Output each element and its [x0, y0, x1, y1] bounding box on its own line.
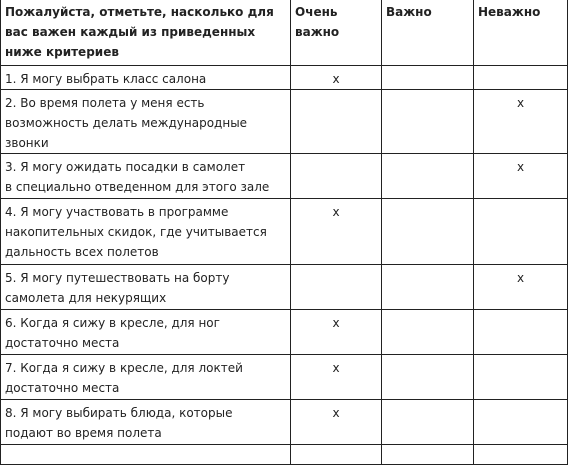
unimportant-cell[interactable] [474, 355, 568, 400]
header-row [1, 0, 568, 66]
criteria-header [1, 0, 291, 66]
very-important-cell[interactable]: x [291, 355, 382, 400]
criterion-line: 6. Когда я сижу в кресле, для ног [5, 316, 220, 330]
important-cell[interactable] [382, 310, 474, 355]
criterion-line: 1. Я могу выбрать класс салона [5, 72, 207, 86]
important-cell[interactable] [382, 154, 474, 199]
criteria-header-line: Пожалуйста, отметьте, насколько для [5, 5, 274, 19]
very-important-header [291, 0, 382, 66]
criterion-line: самолета для некурящих [5, 291, 167, 305]
unimportant-cell[interactable]: x [474, 265, 568, 310]
important-cell[interactable] [382, 66, 474, 90]
table-row [1, 355, 568, 400]
criterion-cell [1, 66, 291, 90]
important-cell[interactable] [382, 199, 474, 265]
important-cell[interactable] [382, 400, 474, 445]
criterion-cell [1, 199, 291, 265]
very-important-cell[interactable] [291, 90, 382, 154]
criterion-cell [1, 310, 291, 355]
very-important-header-line: важно [295, 25, 340, 39]
important-cell[interactable] [382, 265, 474, 310]
table-row [1, 154, 568, 199]
very-important-cell[interactable] [291, 265, 382, 310]
criterion-line: подают во время полета [5, 426, 162, 440]
criterion-cell [1, 400, 291, 445]
criterion-line: дальность всех полетов [5, 245, 159, 259]
criterion-line: возможность делать международные [5, 116, 248, 130]
unimportant-cell[interactable]: x [474, 90, 568, 154]
important-cell[interactable] [382, 90, 474, 154]
criterion-cell [1, 265, 291, 310]
criterion-line: 5. Я могу путешествовать на борту [5, 271, 230, 285]
table-row [1, 265, 568, 310]
criterion-line: достаточно места [5, 336, 120, 350]
very-important-cell[interactable]: x [291, 400, 382, 445]
unimportant-cell[interactable] [474, 310, 568, 355]
table-row [1, 310, 568, 355]
criterion-line: в специально отведенном для этого зале [5, 180, 270, 194]
very-important-cell[interactable]: x [291, 199, 382, 265]
criterion-line: 4. Я могу участвовать в программе [5, 205, 229, 219]
table-row [1, 400, 568, 445]
important-cell[interactable] [382, 355, 474, 400]
criterion-line: 3. Я могу ожидать посадки в самолет [5, 160, 246, 174]
very-important-cell[interactable] [291, 154, 382, 199]
criterion-cell [1, 355, 291, 400]
criterion-line: 8. Я могу выбирать блюда, которые [5, 406, 233, 420]
unimportant-header: Неважно [474, 0, 568, 66]
criterion-line: 7. Когда я сижу в кресле, для локтей [5, 361, 243, 375]
important-header: Важно [382, 0, 474, 66]
criterion-line: звонки [5, 136, 49, 150]
unimportant-cell[interactable] [474, 400, 568, 445]
table-row [1, 66, 568, 90]
table-row [1, 90, 568, 154]
criterion-line: накопительных скидок, где учитывается [5, 225, 267, 239]
very-important-cell[interactable]: x [291, 66, 382, 90]
unimportant-cell[interactable] [474, 199, 568, 265]
very-important-cell[interactable]: x [291, 310, 382, 355]
table-row [1, 199, 568, 265]
criterion-cell [1, 90, 291, 154]
criterion-line: 2. Во время полета у меня есть [5, 96, 205, 110]
unimportant-cell[interactable]: x [474, 154, 568, 199]
criteria-header-line: вас важен каждый из приведенных [5, 25, 256, 39]
criteria-header-line: ниже критериев [5, 45, 119, 59]
criterion-line: достаточно места [5, 381, 120, 395]
very-important-header-line: Очень [295, 5, 338, 19]
unimportant-cell[interactable] [474, 66, 568, 90]
criterion-cell [1, 154, 291, 199]
